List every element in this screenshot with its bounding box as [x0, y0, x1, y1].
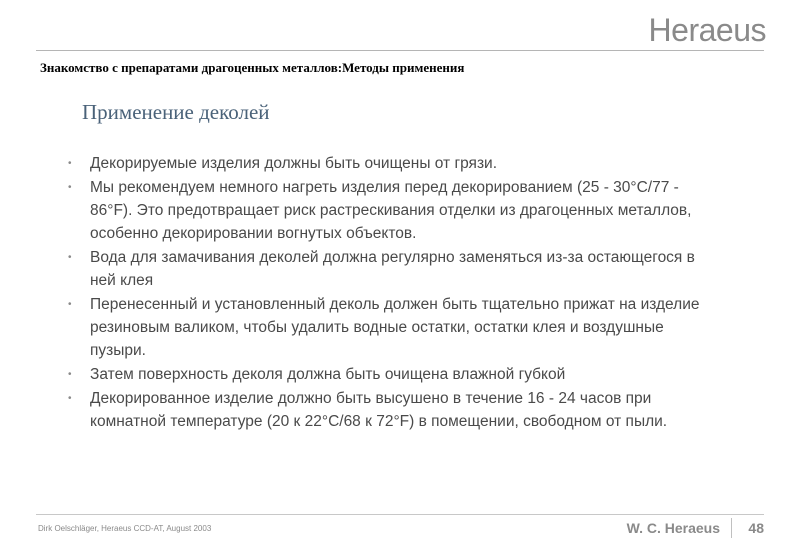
- bullet-item: [66, 152, 706, 175]
- page-number: 48: [748, 520, 764, 536]
- bullet-text: Затем поверхность деколя должна быть очищена влажной губкой: [90, 366, 566, 383]
- bullet-text: Декорируемые изделия должны быть очищены от грязи.: [90, 155, 498, 172]
- footer-company: W. C. Heraeus: [626, 520, 720, 536]
- bullet-text: Мы рекомендуем немного нагреть изделия перед декорированием (25 - 30°C/77 - 86°F). Это предотвращает риск растрескивания отделки из драгоценных металлов, особенно декорировании вогнутых объектов.: [90, 179, 692, 242]
- bullet-dot-icon: •: [68, 393, 72, 404]
- presentation-subject: Знакомство с препаратами драгоценных металлов:Методы применения: [40, 60, 465, 75]
- footer-author: Dirk Oelschläger, Heraeus CCD-AT, August 2003: [38, 524, 212, 533]
- heraeus-logo: Heraeus: [648, 12, 766, 48]
- bullet-dot-icon: •: [68, 299, 72, 310]
- bullet-item: [66, 176, 706, 245]
- bullet-dot-icon: •: [68, 158, 72, 169]
- header-divider: [36, 50, 764, 51]
- bullet-item: [66, 293, 706, 362]
- slide-title: Применение деколей: [82, 100, 270, 124]
- bullet-dot-icon: •: [68, 252, 72, 263]
- bullet-text: Перенесенный и установленный деколь должен быть тщательно прижат на изделие резиновым валиком, чтобы удалить водные остатки, остатки клея и воздушные пузыри.: [90, 296, 700, 359]
- bullet-text: Вода для замачивания деколей должна регулярно заменяться из-за остающегося в ней клея: [90, 249, 695, 289]
- bullet-dot-icon: •: [68, 182, 72, 193]
- bullet-item: [66, 246, 706, 292]
- bullet-item: [66, 363, 706, 386]
- footer-divider: [36, 514, 764, 515]
- bullet-item: [66, 387, 706, 433]
- bullet-text: Декорированное изделие должно быть высушено в течение 16 - 24 часов при комнатной температуре (20 к 22°C/68 к 72°F) в помещении, свободном от пыли.: [90, 390, 668, 430]
- footer-separator: [731, 518, 732, 538]
- bullet-dot-icon: •: [68, 369, 72, 380]
- bullet-list: [66, 152, 706, 434]
